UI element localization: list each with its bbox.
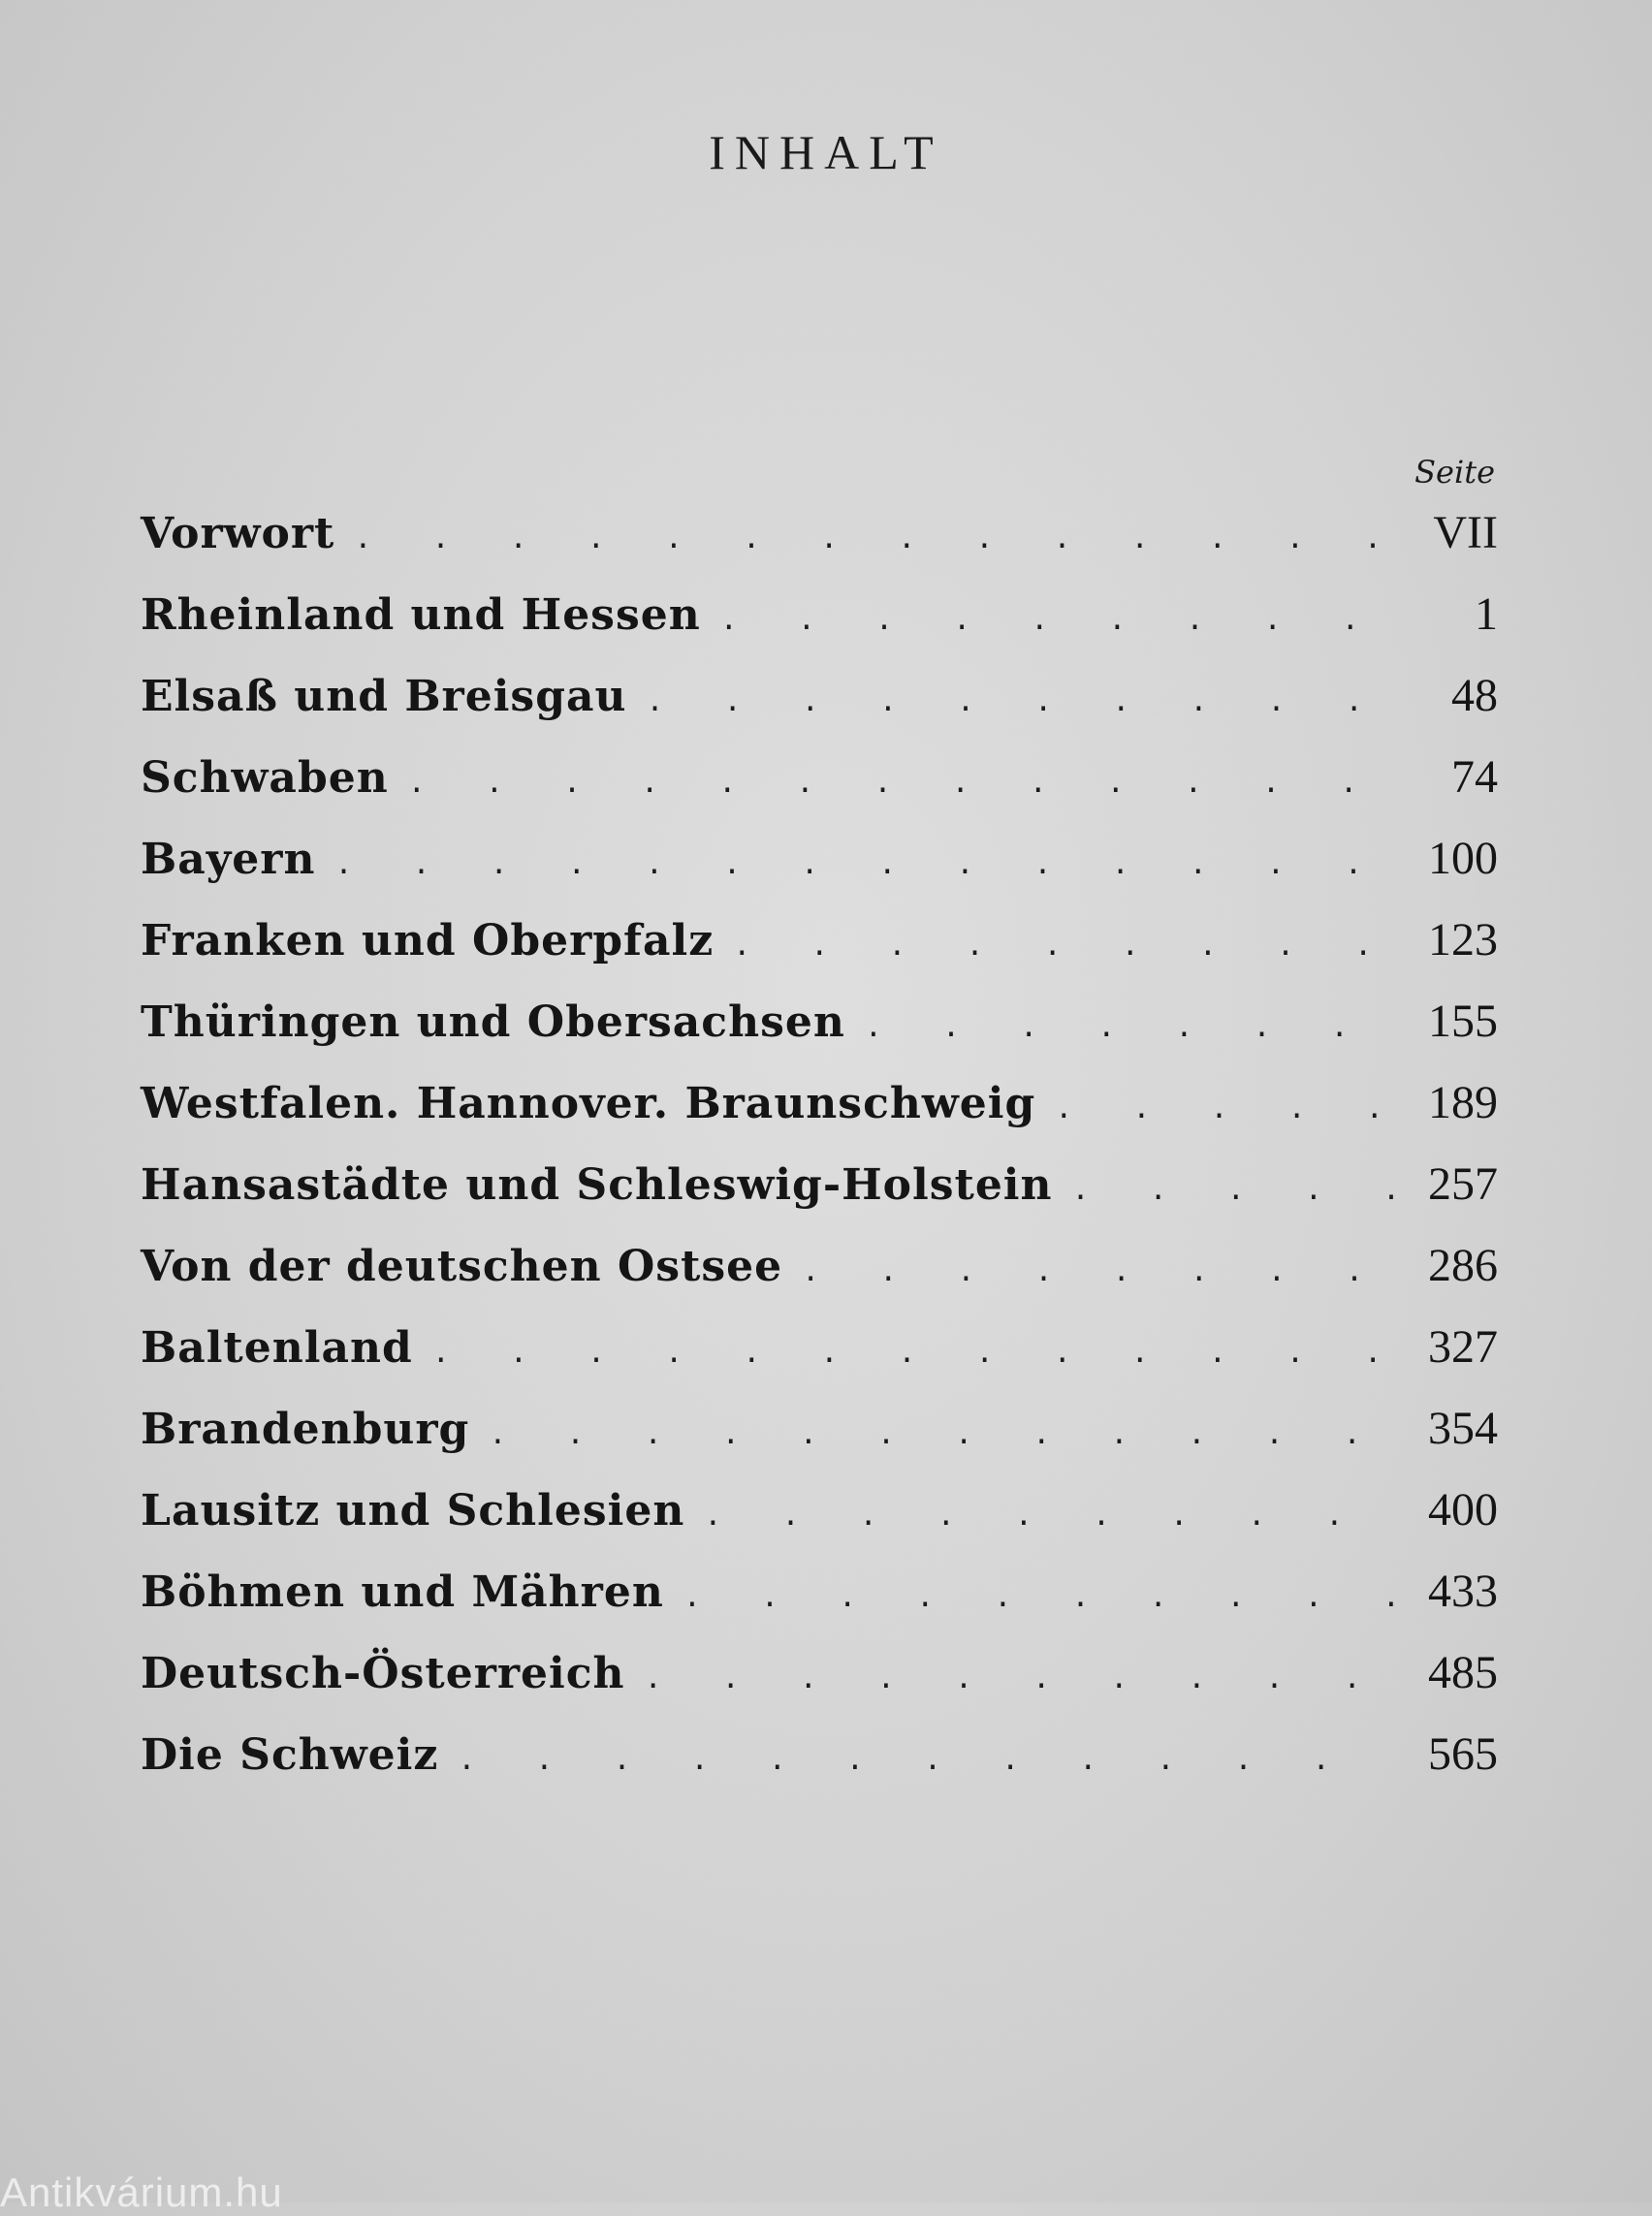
- toc-entry-page: 565: [1428, 1728, 1498, 1780]
- toc-entry-page: 189: [1428, 1077, 1498, 1128]
- toc-entry: [141, 1483, 1498, 1565]
- toc-entry: [141, 1157, 1498, 1239]
- toc-entry-page: 327: [1428, 1321, 1498, 1373]
- dot-leader: [645, 1662, 1393, 1695]
- toc-entry: [141, 1320, 1498, 1402]
- toc-entry-page: 257: [1428, 1158, 1498, 1210]
- toc-entry-title: Thüringen und Obersachsen: [141, 997, 845, 1047]
- toc-entry-page: 100: [1428, 833, 1498, 884]
- toc-entry: [141, 587, 1498, 669]
- toc-entry: [141, 913, 1498, 995]
- dot-leader: [865, 1010, 1393, 1044]
- toc-entry-page: 1: [1475, 588, 1498, 640]
- dot-leader: [489, 1417, 1393, 1451]
- toc-entry-page: 286: [1428, 1240, 1498, 1291]
- toc-entry-page: 433: [1428, 1566, 1498, 1617]
- dot-leader: [408, 766, 1393, 800]
- toc-entry-title: Von der deutschen Ostsee: [141, 1242, 783, 1291]
- toc-entry: [141, 832, 1498, 913]
- page-title: INHALT: [709, 125, 943, 179]
- toc-entry-page: 354: [1428, 1403, 1498, 1454]
- toc-entry: [141, 1402, 1498, 1483]
- toc-entry-page: 155: [1428, 996, 1498, 1047]
- toc-entry: [141, 1076, 1498, 1157]
- dot-leader: [1072, 1173, 1393, 1207]
- toc-entry: [141, 1646, 1498, 1727]
- toc-entry-title: Böhmen und Mähren: [141, 1567, 664, 1617]
- toc-entry: [141, 506, 1498, 587]
- toc-entry-title: Bayern: [141, 835, 316, 884]
- toc-entry-title: Hansastädte und Schleswig-Holstein: [141, 1160, 1053, 1210]
- dot-leader: [704, 1499, 1393, 1533]
- watermark-text: Antikvárium.hu: [0, 2169, 283, 2215]
- table-of-contents: [141, 506, 1498, 1809]
- toc-entry: [141, 750, 1498, 832]
- dot-leader: [646, 684, 1393, 718]
- toc-entry-page: 485: [1428, 1647, 1498, 1698]
- toc-entry-title: Rheinland und Hessen: [141, 590, 701, 640]
- page-column-header: Seite: [1414, 454, 1495, 491]
- dot-leader: [354, 522, 1393, 555]
- toc-entry-title: Schwaben: [141, 753, 389, 803]
- toc-entry: [141, 1727, 1498, 1809]
- toc-entry-title: Vorwort: [141, 509, 335, 558]
- toc-entry-title: Lausitz und Schlesien: [141, 1486, 685, 1535]
- toc-entry-page: 74: [1451, 751, 1498, 803]
- dot-leader: [432, 1336, 1393, 1370]
- dot-leader: [458, 1743, 1393, 1777]
- toc-entry-title: Franken und Oberpfalz: [141, 916, 715, 966]
- toc-entry-page: 400: [1428, 1484, 1498, 1535]
- toc-entry: [141, 1239, 1498, 1320]
- dot-leader: [1055, 1092, 1393, 1125]
- dot-leader: [733, 929, 1393, 963]
- toc-entry-page: 48: [1451, 670, 1498, 721]
- toc-entry: [141, 669, 1498, 750]
- toc-entry-title: Elsaß und Breisgau: [141, 672, 627, 721]
- dot-leader: [720, 603, 1393, 637]
- toc-entry-page: 123: [1428, 914, 1498, 966]
- dot-leader: [802, 1254, 1393, 1288]
- toc-entry: [141, 995, 1498, 1076]
- toc-entry-title: Deutsch-Österreich: [141, 1649, 625, 1698]
- toc-entry-title: Baltenland: [141, 1323, 413, 1373]
- dot-leader: [683, 1580, 1393, 1614]
- toc-entry-page: VII: [1433, 507, 1498, 558]
- toc-entry-title: Die Schweiz: [141, 1730, 439, 1780]
- toc-entry: [141, 1565, 1498, 1646]
- toc-entry-title: Westfalen. Hannover. Braunschweig: [141, 1079, 1036, 1128]
- dot-leader: [334, 847, 1393, 881]
- toc-entry-title: Brandenburg: [141, 1405, 470, 1454]
